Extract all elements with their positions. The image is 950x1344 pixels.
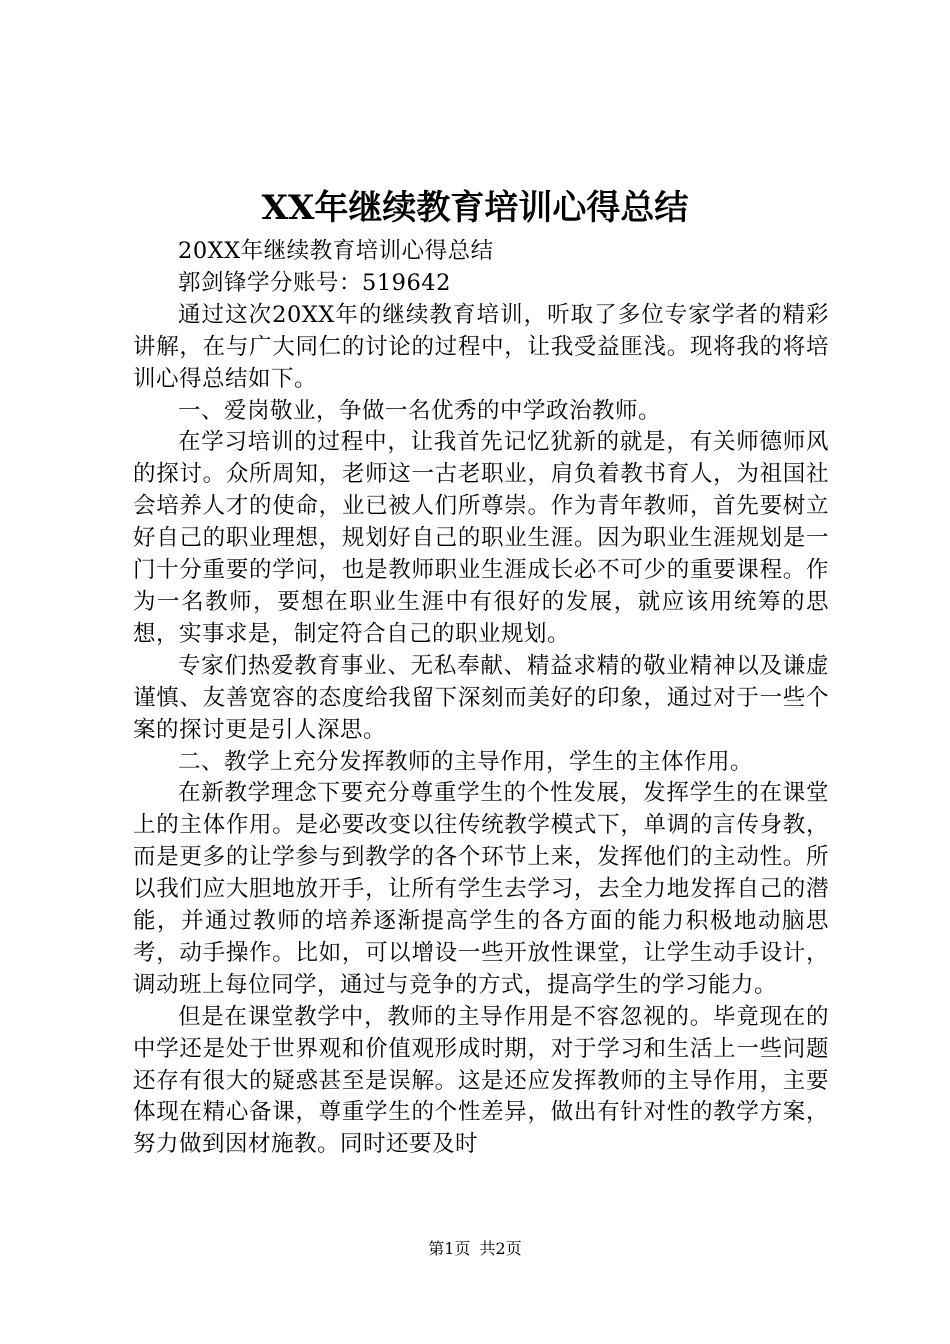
paragraph: 在新教学理念下要充分尊重学生的个性发展，发挥学生的在课堂上的主体作用。是必要改变以往传统教学模式下，单调的言传身教，而是更多的让学参与到教学的各个环节上来，发挥他们的主动性。所以我们应大胆地放开手，让所有学生去学习，去全力地发挥自己的潜能，并通过教师的培养逐渐提高学生的各方面的能力积极地动脑思考，动手操作。比如，可以增设一些开放性课堂，让学生动手设计，调动班上每位同学，通过与竞争的方式，提高学生的学习能力。 bbox=[133, 780, 829, 998]
section-heading-2: 二、教学上充分发挥教师的主导作用，学生的主体作用。 bbox=[178, 748, 754, 775]
paragraph: 在学习培训的过程中，让我首先记忆犹新的就是，有关师德师风的探讨。众所周知，老师这一古老职业，肩负着教书育人，为祖国社会培养人才的使命，业已被人们所尊崇。作为青年教师，首先要树立好自己的职业理想，规划好自己的职业生涯。因为职业生涯规划是一门十分重要的学问，也是教师职业生涯成长必不可少的重要课程。作为一名教师，要想在职业生涯中有很好的发展，就应该用统筹的思想，实事求是，制定符合自己的职业规划。 bbox=[133, 429, 829, 647]
section-heading-1: 一、爱岗敬业，争做一名优秀的中学政治教师。 bbox=[178, 397, 662, 424]
document-title: XX年继续教育培训心得总结 bbox=[261, 188, 689, 228]
paragraph-account: 郭剑锋学分账号：519642 bbox=[178, 269, 451, 296]
page-footer: 第1页 共2页 bbox=[428, 1239, 522, 1258]
paragraph: 但是在课堂教学中，教师的主导作用是不容忽视的。毕竟现在的中学还是处于世界观和价值观形成时期，对于学习和生活上一些问题还存有很大的疑惑甚至是误解。这是还应发挥教师的主导作用，主要体现在精心备课，尊重学生的个性差异，做出有针对性的教学方案，努力做到因材施教。同时还要及时 bbox=[133, 1003, 829, 1158]
paragraph-intro: 通过这次20XX年的继续教育培训，听取了多位专家学者的精彩讲解，在与广大同仁的讨论的过程中，让我受益匪浅。现将我的将培训心得总结如下。 bbox=[133, 301, 829, 392]
document-body bbox=[133, 236, 829, 1161]
paragraph-subtitle: 20XX年继续教育培训心得总结 bbox=[178, 238, 494, 264]
paragraph: 专家们热爱教育事业、无私奉献、精益求精的敬业精神以及谦虚谨慎、友善宽容的态度给我留下深刻而美好的印象，通过对于一些个案的探讨更是引人深思。 bbox=[133, 652, 829, 743]
